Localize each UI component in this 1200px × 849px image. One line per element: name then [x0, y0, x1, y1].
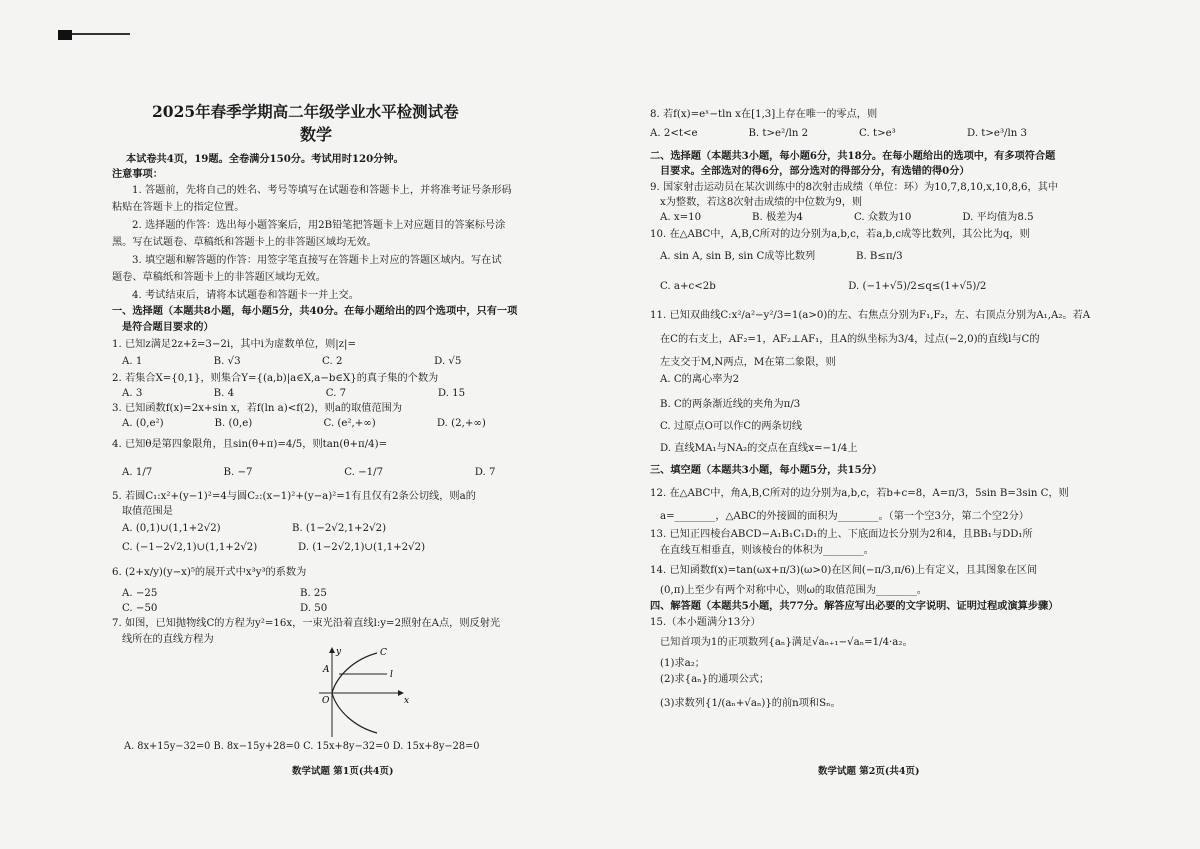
question-7: 7. 如图，已知抛物线C的方程为y²=16x，一束光沿着直线l:y=2照射在A点，则反射光: [112, 618, 501, 629]
label-x: x: [404, 696, 410, 706]
section-heading: 是符合题目要求的）: [122, 321, 214, 333]
question-5-cont: 取值范围是: [122, 506, 173, 517]
section-heading: 目要求。全部选对的得6分，部分选对的得部分分，有选错的得0分）: [660, 165, 970, 177]
section-heading: 一、选择题（本题共8小题，每小题5分，共40分。在每小题给出的四个选项中，只有一项: [112, 305, 518, 317]
question-options: A. 8x+15y−32=0 B. 8x−15y+28=0 C. 15x+8y−32=0 D. 15x+8y−28=0: [124, 741, 480, 752]
question-options: C. 过原点O可以作C的两条切线: [660, 421, 803, 432]
page-footer: 数学试题 第1页(共4页): [292, 766, 394, 777]
question-15: 15.（本小题满分13分）: [650, 617, 761, 628]
question-13: 13. 已知正四棱台ABCD−A₁B₁C₁D₁的上、下底面边长分别为2和4，且BB₁与DD₁所: [650, 529, 1033, 540]
scan-corner-mark: [58, 30, 72, 40]
question-15-part: (1)求a₂；: [660, 658, 705, 669]
y-axis-arrow: [329, 647, 335, 653]
question-7-cont: 线所在的直线方程为: [122, 634, 214, 645]
section-heading: 四、解答题（本题共5小题，共77分。解答应写出必要的文字说明、证明过程或演算步骤）: [650, 600, 1059, 612]
question-options: C. a+c<2b D. (−1+√5)/2≤q≤(1+√5)/2: [660, 281, 987, 292]
question-11-cont: 在C的右支上，AF₂=1，AF₂⊥AF₁，且A的纵坐标为3/4，过点(−2,0)的直线l与C的: [660, 334, 1040, 345]
notice-line: 粘贴在答题卡上的指定位置。: [112, 202, 245, 213]
question-15-part: (3)求数列{1/(aₙ+√aₙ)}的前n项和Sₙ。: [660, 698, 841, 709]
exam-info: 本试卷共4页，19题。全卷满分150分。考试用时120分钟。: [126, 153, 404, 165]
exam-title: 2025年春季学期高二年级学业水平检测试卷: [152, 102, 459, 121]
question-14: 14. 已知函数f(x)=tan(ωx+π/3)(ω>0)在区间(−π/3,π/6)上有定义，且其图象在区间: [650, 565, 1038, 576]
question-13-cont: 在直线互相垂直，则该棱台的体积为________。: [660, 545, 874, 556]
notice-line: 题卷、草稿纸和答题卡上的非答题区域均无效。: [112, 272, 326, 283]
notice-heading: 注意事项：: [112, 168, 163, 180]
section-heading: 三、填空题（本题共3小题，每小题5分，共15分）: [650, 464, 883, 476]
subject-title: 数学: [300, 125, 333, 144]
question-1: 1. 已知z满足2z+z̄=3−2i，其中i为虚数单位，则|z|=: [112, 339, 357, 350]
question-9-cont: x为整数，若这8次射击成绩的中位数为9，则: [660, 197, 863, 208]
question-5: 5. 若圆C₁:x²+(y−1)²=4与圆C₂:(x−1)²+(y−a)²=1有且仅有2条公切线，则a的: [112, 491, 476, 502]
question-8: 8. 若f(x)=eˣ−tln x在[1,3]上存在唯一的零点，则: [650, 109, 878, 120]
label-l: l: [390, 670, 393, 680]
question-9: 9. 国家射击运动员在某次训练中的8次射击成绩（单位：环）为10,7,8,10,x,10,8,6，其中: [650, 182, 1059, 193]
notice-line: 1. 答题前，先将自己的姓名、考号等填写在试题卷和答题卡上，并将准考证号条形码: [132, 185, 512, 196]
label-o: O: [322, 696, 330, 706]
notice-line: 2. 选择题的作答：选出每小题答案后，用2B铅笔把答题卡上对应题目的答案标号涂: [132, 220, 506, 231]
page-right: [628, 0, 1164, 849]
question-12-cont: a=________，△ABC的外接圆的面积为________。（第一个空3分，第二个空2分）: [660, 511, 1029, 522]
parabola-figure: [307, 645, 417, 740]
question-options: A. 1/7 B. −7 C. −1/7 D. 7: [122, 467, 496, 478]
question-options: C. −50 D. 50: [122, 603, 328, 614]
question-12: 12. 在△ABC中，角A,B,C所对的边分别为a,b,c，若b+c=8，A=π/3，5sin B=3sin C，则: [650, 488, 1069, 499]
question-3: 3. 已知函数f(x)=2x+sin x，若f(ln a)<f(2)，则a的取值范围为: [112, 403, 403, 414]
notice-line: 3. 填空题和解答题的作答：用签字笔直接写在答题卡上对应的答题区域内。写在试: [132, 255, 502, 266]
question-options: D. 直线MA₁与NA₂的交点在直线x=−1/4上: [660, 443, 858, 454]
question-options: A. x=10 B. 极差为4 C. 众数为10 D. 平均值为8.5: [660, 212, 1034, 223]
section-heading: 二、选择题（本题共3小题，每小题6分，共18分。在每小题给出的选项中，有多项符合题: [650, 150, 1056, 162]
question-15-part: (2)求{aₙ}的通项公式；: [660, 674, 770, 685]
question-options: A. sin A, sin B, sin C成等比数列 B. B≤π/3: [660, 251, 903, 262]
question-4: 4. 已知θ是第四象限角，且sin(θ+π)=4/5，则tan(θ+π/4)=: [112, 439, 388, 450]
question-10: 10. 在△ABC中，A,B,C所对的边分别为a,b,c，若a,b,c成等比数列，其公比为q，则: [650, 229, 1030, 240]
question-15-stem: 已知首项为1的正项数列{aₙ}满足√aₙ₊₁−√aₙ=1/4·a₂。: [660, 637, 913, 648]
label-c: C: [380, 648, 387, 658]
question-options: A. 1 B. √3 C. 2 D. √5: [122, 356, 462, 367]
question-options: A. 3 B. 4 C. 7 D. 15: [122, 388, 466, 399]
page-left: [112, 0, 598, 849]
question-options: A. (0,e²) B. (0,e) C. (e²,+∞) D. (2,+∞): [122, 418, 486, 429]
notice-line: 4. 考试结束后，请将本试题卷和答题卡一并上交。: [132, 290, 359, 301]
label-a: A: [323, 665, 330, 675]
question-options: A. 2<t<e B. t>e²/ln 2 C. t>e³ D. t>e³/ln 3: [650, 128, 1028, 139]
label-y: y: [336, 647, 342, 657]
question-11: 11. 已知双曲线C:x²/a²−y²/3=1(a>0)的左、右焦点分别为F₁,F₂，左、右顶点分别为A₁,A₂。若A: [650, 310, 1091, 321]
question-11-cont: 左支交于M,N两点，M在第二象限，则: [660, 357, 836, 368]
page-footer: 数学试题 第2页(共4页): [818, 766, 920, 777]
question-options: C. (−1−2√2,1)∪(1,1+2√2) D. (1−2√2,1)∪(1,1+2√2): [122, 542, 426, 553]
question-options: B. C的两条渐近线的夹角为π/3: [660, 399, 801, 410]
question-options: A. C的离心率为2: [660, 374, 740, 385]
question-2: 2. 若集合X={0,1}，则集合Y={(a,b)|a∈X,a−b∈X}的真子集的个数为: [112, 373, 439, 384]
question-options: A. (0,1)∪(1,1+2√2) B. (1−2√2,1+2√2): [122, 523, 387, 534]
question-options: A. −25 B. 25: [122, 588, 327, 599]
question-14-cont: (0,π)上至少有两个对称中心，则ω的取值范围为________。: [660, 585, 927, 596]
notice-line: 黑。写在试题卷、草稿纸和答题卡上的非答题区域均无效。: [112, 237, 377, 248]
question-6: 6. (2+x/y)(y−x)⁵的展开式中x³y³的系数为: [112, 567, 307, 578]
